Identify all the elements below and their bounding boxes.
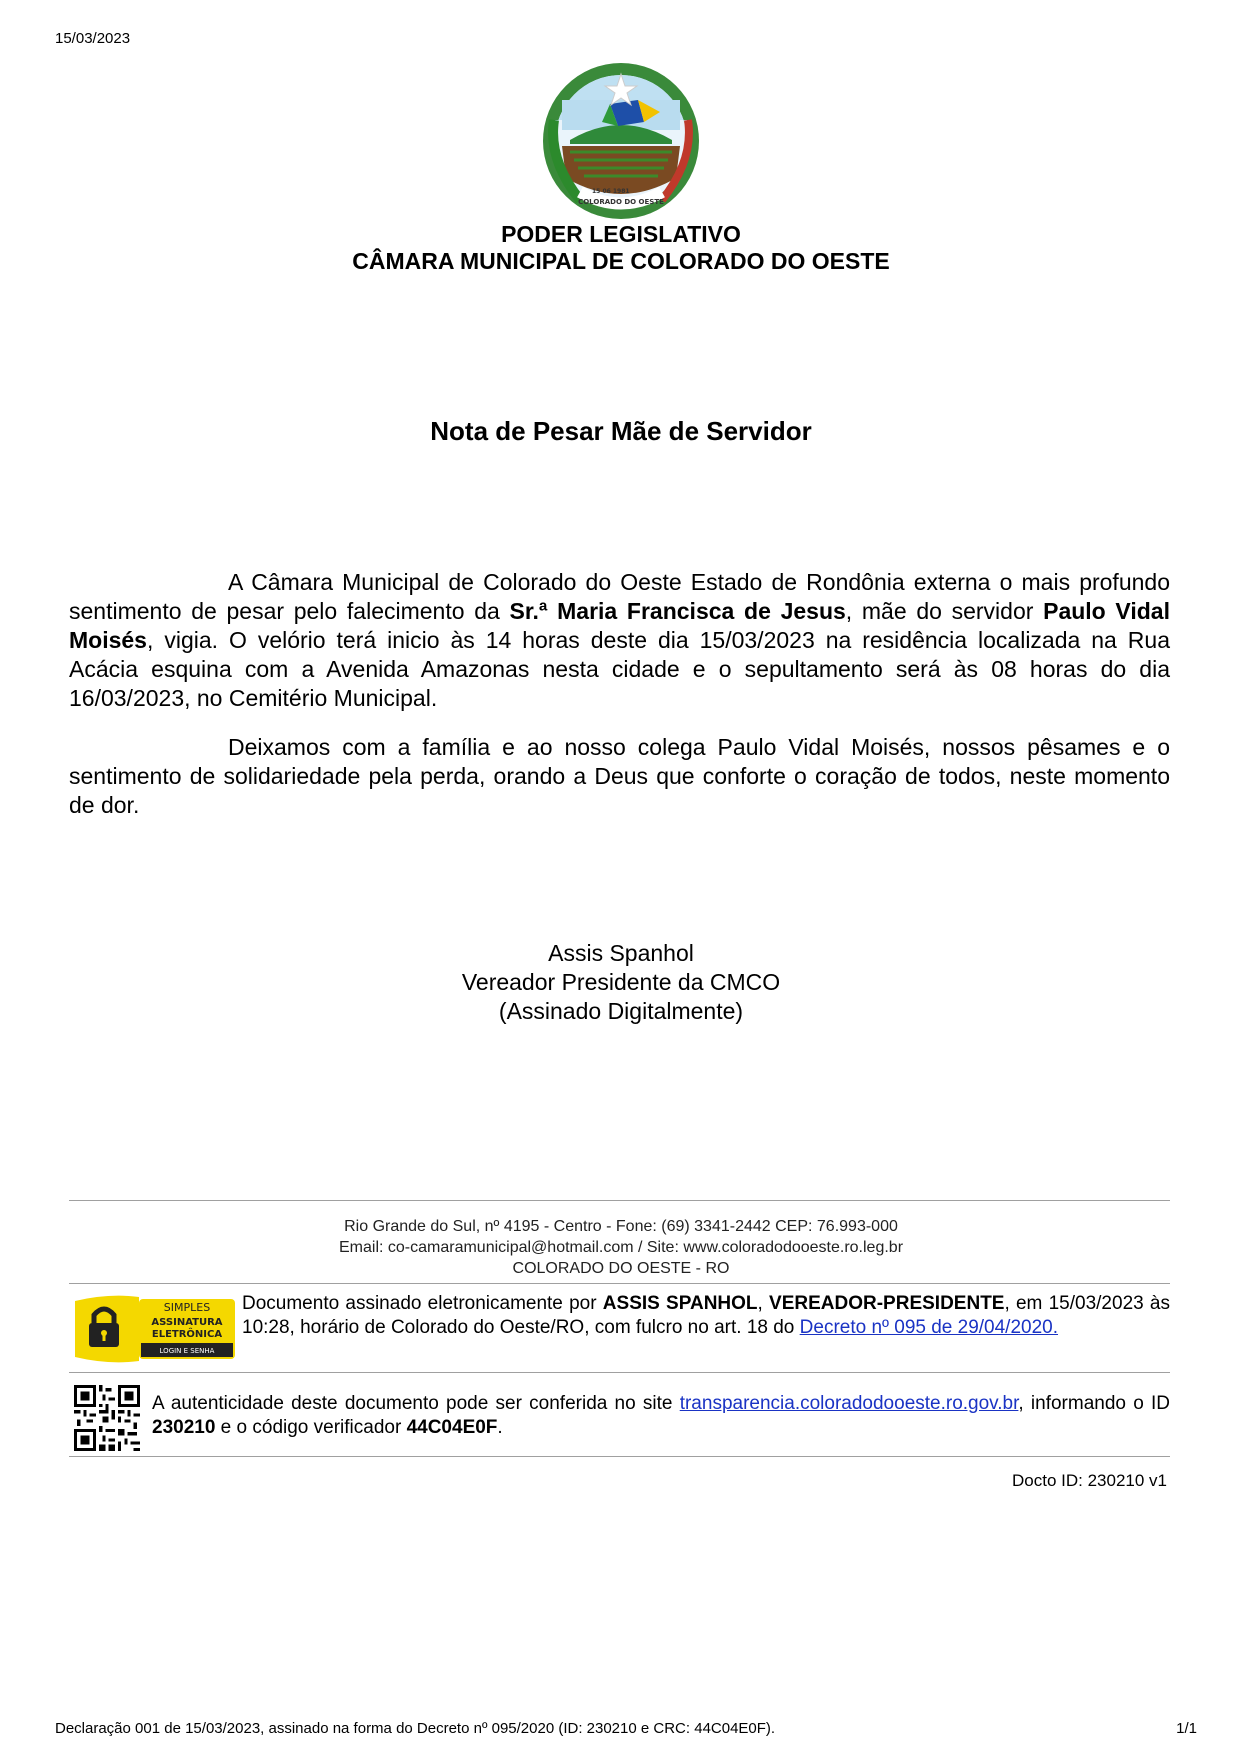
signature-block <box>0 939 1242 1026</box>
signature-note: (Assinado Digitalmente) <box>498 998 744 1024</box>
page-number: 1/1 <box>1176 1720 1197 1737</box>
p1-text-c: , mãe do servidor <box>845 598 1044 624</box>
document-id: 230210 <box>152 1417 216 1438</box>
badge-line-3: ELETRÔNICA <box>151 1329 223 1340</box>
p1-text-a: A Câmara Municipal de Colorado do Oeste Estado de Rondônia externa o mais profundo sentimento de pesar pelo falecimento da <box>69 569 1170 624</box>
document-title: Nota de Pesar Mãe de Servidor <box>430 416 812 446</box>
badge-line-2: ASSINATURA <box>151 1317 223 1328</box>
p2-text: Deixamos com a família e ao nosso colega Paulo Vidal Moisés, nossos pêsames e o sentimento de solidariedade pela perda, orando a Deus que conforte o coração de todos, neste momento de dor. <box>69 734 1170 818</box>
employee-name: Paulo Vidal Moisés <box>69 598 1170 653</box>
footer-address: Rio Grande do Sul, nº 4195 - Centro - Fone: (69) 3341-2442 CEP: 76.993-000 <box>344 1218 898 1235</box>
transparency-site-link[interactable]: transparencia.coloradodooeste.ro.gov.br <box>679 1393 1019 1414</box>
auth-text-4: . <box>497 1417 503 1438</box>
electronic-signature-badge <box>69 1293 239 1365</box>
footer-divider-top <box>69 1200 1170 1201</box>
body-paragraph-2 <box>69 733 1170 820</box>
footer-city: COLORADO DO OESTE - RO <box>512 1260 730 1277</box>
page-footer-declaration: Declaração 001 de 15/03/2023, assinado na forma do Decreto nº 095/2020 (ID: 230210 e CRC: 44C04E0F). <box>55 1720 776 1737</box>
badge-line-1: SIMPLES <box>163 1301 211 1314</box>
esig-role: VEREADOR-PRESIDENTE <box>769 1293 1005 1314</box>
print-date: 15/03/2023 <box>55 30 131 47</box>
header-line-2: CÂMARA MUNICIPAL DE COLORADO DO OESTE <box>352 248 890 274</box>
decree-link[interactable]: Decreto nº 095 de 29/04/2020. <box>799 1317 1059 1338</box>
signer-role: Vereador Presidente da CMCO <box>461 969 781 995</box>
esig-text-1: Documento assinado eletronicamente por <box>242 1293 603 1314</box>
body-paragraph-1 <box>69 568 1170 713</box>
footer-divider-bottom <box>69 1456 1170 1457</box>
verification-code: 44C04E0F <box>406 1417 498 1438</box>
auth-text-3: e o código verificador <box>215 1417 407 1438</box>
crest-date: 15 06 1981 <box>592 188 630 195</box>
footer-divider-2 <box>69 1283 1170 1284</box>
p1-text-e: , vigia. O velório terá inicio às 14 horas deste dia 15/03/2023 na residência localizada na Rua Acácia esquina com a Avenida Amazonas nesta cidade e o sepultamento será às 08 horas do dia 16/03/2023, no Cemitério Municipal. <box>69 627 1170 711</box>
footer-divider-3 <box>69 1372 1170 1373</box>
municipal-crest-logo <box>540 60 702 222</box>
esig-signer: ASSIS SPANHOL <box>602 1293 758 1314</box>
footer-contact: Email: co-camaramunicipal@hotmail.com / Site: www.coloradodooeste.ro.leg.br <box>338 1239 904 1256</box>
esig-text-2: , <box>757 1293 770 1314</box>
signer-name: Assis Spanhol <box>548 940 694 966</box>
footer-address-block <box>0 1216 1242 1279</box>
badge-line-4: LOGIN E SENHA <box>159 1347 215 1355</box>
qr-code-icon <box>74 1385 140 1451</box>
esig-statement <box>242 1292 1170 1340</box>
document-version-id: Docto ID: 230210 v1 <box>1012 1471 1167 1490</box>
authenticity-statement <box>152 1392 1170 1440</box>
crest-text: COLORADO DO OESTE <box>578 198 664 206</box>
deceased-name: Sr.ª Maria Francisca de Jesus <box>509 598 846 624</box>
header-line-1: PODER LEGISLATIVO <box>501 221 741 247</box>
auth-text-2: , informando o ID <box>1018 1393 1170 1414</box>
esig-text-3: , em 15/03/2023 às 10:28, horário de Colorado do Oeste/RO, com fulcro no art. 18 do <box>242 1293 1170 1338</box>
auth-text-1: A autenticidade deste documento pode ser conferida no site <box>152 1393 680 1414</box>
